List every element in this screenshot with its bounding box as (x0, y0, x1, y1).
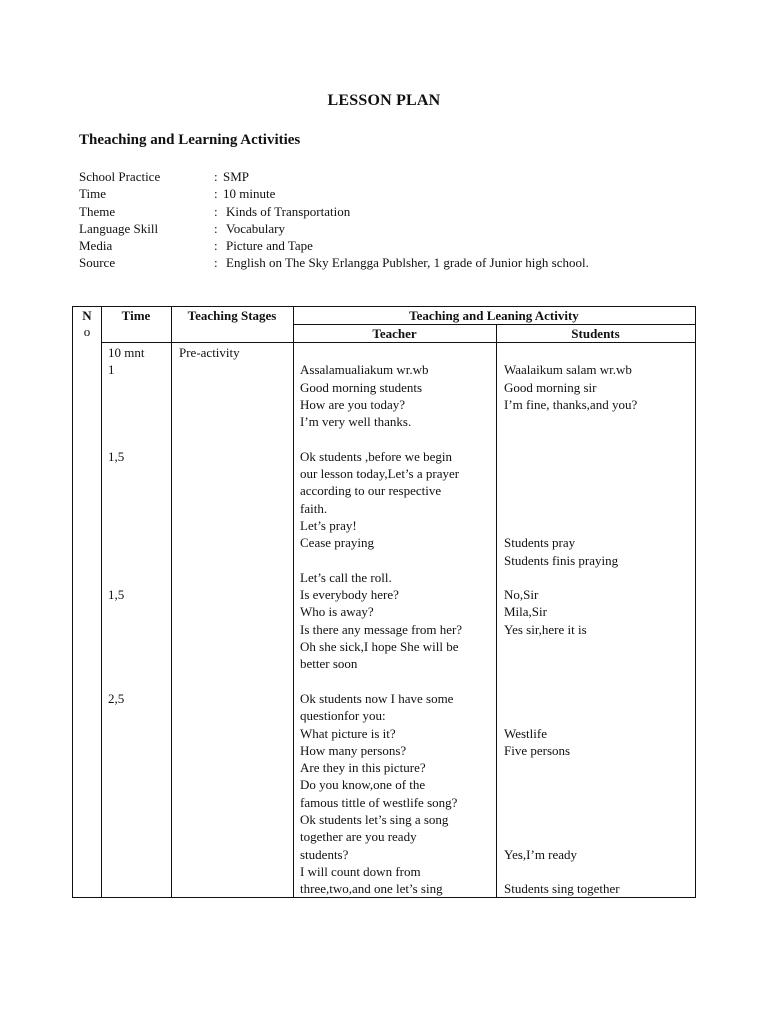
students-cell-line (504, 638, 637, 655)
header-stages: Teaching Stages (187, 308, 277, 323)
students-cell-line: Five persons (504, 742, 571, 758)
header-no-line2: o (83, 324, 91, 339)
teacher-cell-line: Do you know,one of the (300, 777, 426, 793)
students-cell-line (504, 690, 637, 707)
teacher-cell-line: Ok students ,before we begin (300, 448, 452, 464)
column-divider (496, 324, 497, 897)
time-cell-line (108, 379, 144, 396)
teacher-cell-line: faith. (300, 500, 328, 516)
students-cell-line: Yes sir,here it is (504, 621, 587, 637)
meta-label: Source (79, 255, 116, 271)
teacher-cell-line: better soon (300, 656, 358, 672)
time-cell-line (108, 863, 144, 880)
teacher-cell-line: together are you ready (300, 829, 417, 845)
students-cell-line (504, 828, 637, 845)
students-cell-line: I’m fine, thanks,and you? (504, 396, 638, 412)
students-cell-line: Mila,Sir (504, 604, 547, 620)
students-cell-line (504, 794, 637, 811)
teacher-cell-line: Let’s call the roll. (300, 569, 392, 585)
teacher-cell-line: our lesson today,Let’s a prayer (300, 466, 460, 482)
teacher-cell-line (300, 430, 462, 447)
time-cell-line (108, 500, 144, 517)
students-cell-line (504, 863, 637, 880)
time-cell-line (108, 517, 144, 534)
students-cell-line: Good morning sir (504, 379, 597, 395)
students-cell-line: No,Sir (504, 587, 539, 603)
time-cell-line (108, 430, 144, 447)
teacher-column (300, 344, 462, 898)
meta-label: Theme (79, 203, 116, 219)
time-cell-line (108, 552, 144, 569)
time-cell-line (108, 794, 144, 811)
column-divider (101, 307, 102, 897)
teacher-cell-line: Let’s pray! (300, 517, 357, 533)
column-divider (171, 307, 172, 897)
teacher-cell-line: How are you today? (300, 396, 406, 412)
meta-label: Time (79, 186, 106, 202)
students-cell-line (504, 344, 637, 361)
teacher-cell-line: famous tittle of westlife song? (300, 794, 458, 810)
header-students: Students (571, 326, 620, 341)
time-cell-line (108, 413, 144, 430)
time-cell-line (108, 396, 144, 413)
students-cell-line (504, 482, 637, 499)
students-cell-line: Students pray (504, 535, 576, 551)
time-cell-line: 1,5 (108, 587, 125, 603)
column-divider (293, 307, 294, 897)
students-column (504, 344, 637, 898)
meta-colon: : (214, 238, 218, 254)
header-divider (293, 324, 695, 325)
students-cell-line (504, 413, 637, 430)
meta-value: Vocabulary (226, 220, 285, 236)
teacher-cell-line (300, 344, 462, 361)
stage-column (179, 344, 240, 361)
teacher-cell-line: Are they in this picture? (300, 760, 426, 776)
time-cell-line (108, 846, 144, 863)
teacher-cell-line: Oh she sick,I hope She will be (300, 639, 459, 655)
time-cell-line (108, 638, 144, 655)
students-cell-line: Westlife (504, 725, 547, 741)
meta-colon: : (214, 186, 218, 202)
time-cell-line: 2,5 (108, 690, 125, 706)
time-cell-line (108, 759, 144, 776)
teacher-cell-line (300, 673, 462, 690)
students-cell-line (504, 448, 637, 465)
time-column (108, 344, 144, 898)
header-activity: Teaching and Leaning Activity (409, 308, 579, 323)
students-cell-line (504, 500, 637, 517)
page-title: LESSON PLAN (327, 92, 441, 109)
time-cell-line: 1 (108, 362, 115, 378)
time-cell-line (108, 603, 144, 620)
teacher-cell-line: I’m very well thanks. (300, 414, 412, 430)
meta-label: School Practice (79, 169, 161, 184)
time-cell-line (108, 828, 144, 845)
time-cell-line (108, 655, 144, 672)
students-cell-line (504, 759, 637, 776)
header-teacher: Teacher (372, 326, 417, 341)
time-cell-line (108, 465, 144, 482)
teacher-cell-line: according to our respective (300, 483, 442, 499)
teacher-cell-line: I will count down from (300, 863, 421, 879)
teacher-cell-line: Is everybody here? (300, 587, 399, 603)
meta-value: Picture and Tape (226, 238, 313, 254)
activity-table (72, 306, 696, 898)
time-cell-line (108, 673, 144, 690)
teacher-cell-line: Ok students let’s sing a song (300, 812, 449, 828)
teacher-cell-line: How many persons? (300, 742, 407, 758)
header-divider (101, 342, 695, 343)
students-cell-line (504, 655, 637, 672)
teacher-cell-line: Assalamualiakum wr.wb (300, 362, 429, 378)
students-cell-line (504, 430, 637, 447)
teacher-cell-line: three,two,and one let’s sing (300, 881, 443, 897)
meta-value: 10 minute (223, 186, 276, 202)
students-cell-line (504, 517, 637, 534)
students-cell-line (504, 707, 637, 724)
section-title: Theaching and Learning Activities (79, 132, 301, 148)
time-cell-line (108, 725, 144, 742)
students-cell-line: Waalaikum salam wr.wb (504, 362, 632, 378)
stage-cell-line: Pre-activity (179, 345, 240, 360)
time-cell-line: 1,5 (108, 448, 125, 464)
teacher-cell-line: Ok students now I have some (300, 690, 454, 706)
meta-label: Language Skill (79, 220, 159, 236)
teacher-cell-line: Is there any message from her? (300, 621, 463, 637)
meta-value: English on The Sky Erlangga Publsher, 1 grade of Junior high school. (226, 255, 589, 271)
teacher-cell-line: students? (300, 846, 349, 862)
header-no-line1: N (82, 308, 92, 323)
students-cell-line: Students sing together (504, 881, 620, 897)
meta-value: SMP (223, 169, 250, 184)
time-cell-line (108, 811, 144, 828)
students-cell-line: Yes,I’m ready (504, 846, 578, 862)
time-cell-line (108, 742, 144, 759)
meta-colon: : (214, 203, 218, 219)
header-time: Time (121, 308, 151, 323)
students-cell-line (504, 811, 637, 828)
time-cell-line (108, 569, 144, 586)
teacher-cell-line: Cease praying (300, 535, 375, 551)
meta-colon: : (214, 255, 218, 271)
header-no (73, 308, 101, 340)
meta-colon: : (214, 220, 218, 236)
teacher-cell-line: Who is away? (300, 604, 374, 620)
teacher-cell-line: Good morning students (300, 379, 423, 395)
teacher-cell-line: questionfor you: (300, 708, 386, 724)
students-cell-line (504, 776, 637, 793)
time-cell-line (108, 482, 144, 499)
teacher-cell-line (300, 552, 462, 569)
meta-label: Media (79, 238, 113, 254)
students-cell-line (504, 465, 637, 482)
meta-value: Kinds of Transportation (226, 203, 351, 219)
time-cell-line (108, 534, 144, 551)
students-cell-line (504, 673, 637, 690)
time-cell-line (108, 880, 144, 897)
time-cell-line (108, 707, 144, 724)
time-cell-line (108, 776, 144, 793)
meta-colon: : (214, 169, 218, 184)
teacher-cell-line: What picture is it? (300, 725, 396, 741)
time-cell-line (108, 621, 144, 638)
students-cell-line: Students finis praying (504, 552, 619, 568)
time-cell-line: 10 mnt (108, 345, 145, 360)
students-cell-line (504, 569, 637, 586)
